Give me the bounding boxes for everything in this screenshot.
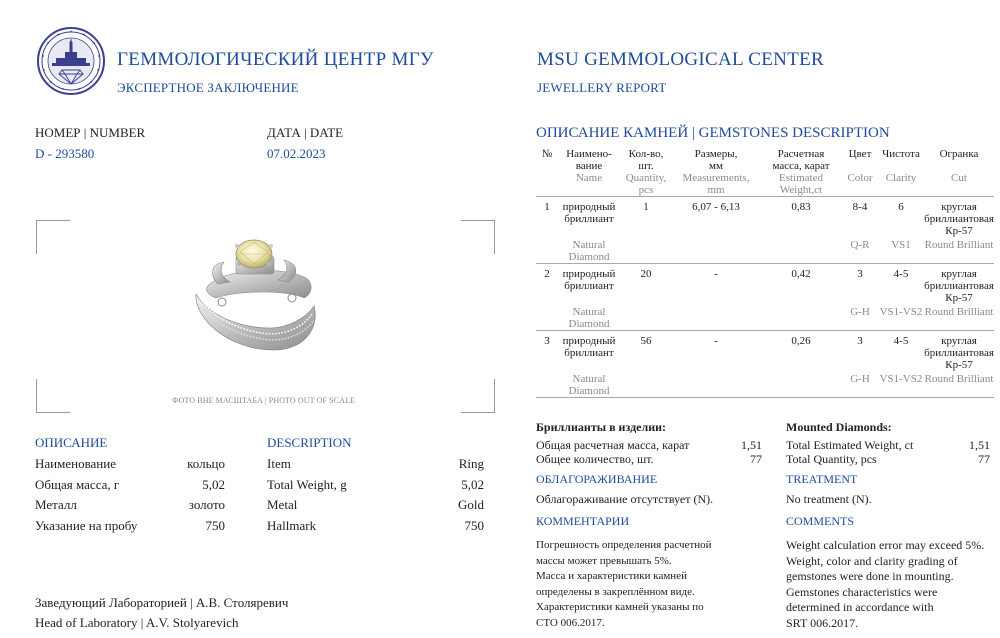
comment-line: определены в закреплённом виде. — [536, 585, 695, 598]
cell-name-en: Natural Diamond — [568, 373, 610, 397]
description-en-heading: DESCRIPTION — [267, 435, 352, 450]
cell-clarity-en: VS1-VS2 — [879, 306, 923, 318]
cell-cut-ru: круглая бриллиантовая Кр-57 — [924, 201, 994, 237]
column-header: Cut — [951, 172, 967, 184]
table-row — [536, 331, 994, 372]
gemstones-table-body — [536, 197, 994, 398]
cell-size: - — [714, 268, 718, 280]
column-header: Name — [575, 172, 603, 184]
signature-ru: Заведующий Лабораторией | А.В. Столяревич — [35, 595, 289, 610]
column-header: Размеры, мм — [694, 148, 738, 172]
column-header: Quantity, pcs — [625, 172, 667, 196]
comment-line: gemstones were done in mounting. — [786, 569, 954, 583]
column-header: Color — [847, 172, 873, 184]
cell-name-en: Natural Diamond — [568, 239, 610, 263]
mounted-ru-label: Общее количество, шт. — [536, 452, 654, 466]
comment-line: SRT 006.2017. — [786, 615, 859, 630]
cell-color-ru: 3 — [857, 335, 863, 347]
cell-name-ru: природный бриллиант — [562, 268, 616, 292]
cell-cut-ru: круглая бриллиантовая Кр-57 — [924, 335, 994, 371]
cell-no: 3 — [544, 335, 550, 347]
treatment-en-text: No treatment (N). — [786, 492, 872, 506]
ring-photo — [188, 232, 322, 356]
description-en-label: Total Weight, g — [267, 477, 347, 492]
mounted-en-heading: Mounted Diamonds: — [786, 420, 892, 434]
cell-clarity-ru: 6 — [898, 201, 904, 213]
comment-line: массы может превышать 5%. — [536, 554, 672, 567]
column-header: Clarity — [885, 172, 917, 184]
comment-line: Масса и характеристики камней — [536, 570, 687, 582]
ru-subtitle: ЭКСПЕРТНОЕ ЗАКЛЮЧЕНИЕ — [117, 80, 299, 95]
mounted-en-value: 1,51 — [969, 438, 990, 452]
comment-line: Weight calculation error may exceed 5%. — [786, 538, 985, 552]
table-row-en — [536, 371, 994, 398]
comments-ru-heading: КОММЕНТАРИИ — [536, 514, 630, 528]
date-value: 07.02.2023 — [267, 146, 326, 161]
en-subtitle: JEWELLERY REPORT — [537, 80, 667, 95]
treatment-ru-heading: ОБЛАГОРАЖИВАНИЕ — [536, 472, 658, 486]
cell-no: 2 — [544, 268, 550, 280]
description-ru-label: Наименование — [35, 456, 116, 471]
comment-line: Weight, color and clarity grading of — [786, 553, 958, 568]
description-ru-value: золото — [188, 497, 225, 512]
cell-cut-en: Round Brilliant — [924, 373, 994, 385]
column-header: Measurements, mm — [682, 172, 750, 196]
comments-ru-text — [536, 538, 712, 631]
cell-weight: 0,42 — [791, 268, 811, 280]
description-ru-label: Металл — [35, 497, 77, 512]
comment-line: Погрешность определения расчетной — [536, 539, 712, 551]
photo-frame-corner-bottom-right — [461, 379, 495, 413]
date-label: ДАТА | DATE — [267, 125, 344, 140]
description-en-label: Metal — [267, 497, 298, 512]
cell-color-en: Q-R — [850, 239, 870, 251]
description-ru-value: 750 — [205, 518, 225, 533]
description-en-value: Ring — [458, 456, 484, 471]
cell-weight: 0,26 — [791, 335, 811, 347]
description-ru-value: 5,02 — [202, 477, 225, 492]
photo-caption: ФОТО ВНЕ МАСШТАБА | PHOTO OUT OF SCALE — [172, 396, 355, 405]
column-header: Кол-во, шт. — [628, 148, 664, 172]
table-row — [536, 197, 994, 238]
msu-emblem-logo — [36, 26, 106, 96]
cell-cut-en: Round Brilliant — [924, 239, 994, 251]
description-ru-label: Указание на пробу — [35, 518, 138, 533]
signature-en: Head of Laboratory | A.V. Stolyarevich — [35, 615, 239, 630]
cell-qty: 56 — [640, 335, 652, 347]
description-en-label: Item — [267, 456, 291, 471]
description-ru-value: кольцо — [187, 456, 225, 471]
mounted-ru-label: Общая расчетная масса, карат — [536, 438, 690, 452]
description-en-value: Gold — [458, 497, 484, 512]
photo-frame-corner-bottom-left — [36, 379, 70, 413]
mounted-en-label: Total Quantity, pcs — [786, 452, 877, 466]
cell-weight: 0,83 — [791, 201, 811, 213]
comment-line: determined in accordance with — [786, 600, 934, 614]
column-header: № — [541, 148, 553, 160]
cell-color-en: G-H — [850, 306, 870, 318]
cell-color-ru: 8-4 — [852, 201, 868, 213]
description-en-value: 5,02 — [461, 477, 484, 492]
table-row-en — [536, 237, 994, 264]
gemstones-heading: ОПИСАНИЕ КАМНЕЙ | GEMSTONES DESCRIPTION — [536, 125, 890, 141]
cell-color-en: G-H — [850, 373, 870, 385]
cell-size: - — [714, 335, 718, 347]
description-ru-label: Общая масса, г — [35, 477, 120, 492]
table-header-row-ru — [536, 148, 994, 172]
number-value: D - 293580 — [35, 146, 95, 161]
cell-name-ru: природный бриллиант — [562, 201, 616, 225]
gemstones-table — [536, 148, 994, 398]
mounted-ru-value: 77 — [750, 452, 762, 466]
cell-clarity-ru: 4-5 — [893, 335, 909, 347]
description-en-label: Hallmark — [267, 518, 317, 533]
cell-name-ru: природный бриллиант — [562, 335, 616, 359]
description-ru-heading: ОПИСАНИЕ — [35, 435, 108, 450]
cell-clarity-en: VS1-VS2 — [879, 373, 923, 385]
table-row — [536, 264, 994, 305]
cell-clarity-ru: 4-5 — [893, 268, 909, 280]
column-header: Расчетная масса, карат — [772, 148, 830, 172]
cell-color-ru: 3 — [857, 268, 863, 280]
mounted-en-value: 77 — [978, 452, 990, 466]
comment-line: Характеристики камней указаны по — [536, 601, 704, 613]
cell-no: 1 — [544, 201, 550, 213]
comments-en-text — [786, 538, 984, 631]
photo-frame-corner-top-right — [461, 220, 495, 254]
column-header: Чистота — [882, 148, 920, 160]
table-header-row-en — [536, 172, 994, 197]
mounted-ru-heading: Бриллианты в изделии: — [536, 420, 667, 434]
comment-line: СТО 006.2017. — [536, 616, 605, 629]
column-header: Estimated Weight,ct — [779, 172, 823, 196]
column-header: Огранка — [939, 148, 979, 160]
cell-size: 6,07 - 6,13 — [692, 201, 740, 213]
mounted-en-label: Total Estimated Weight, ct — [786, 438, 914, 452]
cell-cut-ru: круглая бриллиантовая Кр-57 — [924, 268, 994, 304]
number-label: НОМЕР | NUMBER — [35, 125, 146, 140]
cell-clarity-en: VS1 — [891, 239, 911, 251]
treatment-en-heading: TREATMENT — [786, 472, 858, 486]
comment-line: Gemstones characteristics were — [786, 584, 938, 599]
en-title: MSU GEMMOLOGICAL CENTER — [537, 49, 824, 70]
treatment-ru-text: Облагораживание отсутствует (N). — [536, 492, 714, 506]
table-row-en — [536, 304, 994, 331]
description-en-value: 750 — [464, 518, 484, 533]
cell-name-en: Natural Diamond — [568, 306, 610, 330]
photo-frame-corner-top-left — [36, 220, 70, 254]
column-header: Наимено- вание — [566, 148, 612, 172]
comments-en-heading: COMMENTS — [786, 514, 855, 528]
column-header: Цвет — [848, 148, 872, 160]
ru-title: ГЕММОЛОГИЧЕСКИЙ ЦЕНТР МГУ — [117, 49, 434, 70]
column-header — [536, 172, 558, 197]
mounted-ru-value: 1,51 — [741, 438, 762, 452]
cell-qty: 20 — [640, 268, 652, 280]
cell-qty: 1 — [643, 201, 649, 213]
cell-cut-en: Round Brilliant — [924, 306, 994, 318]
